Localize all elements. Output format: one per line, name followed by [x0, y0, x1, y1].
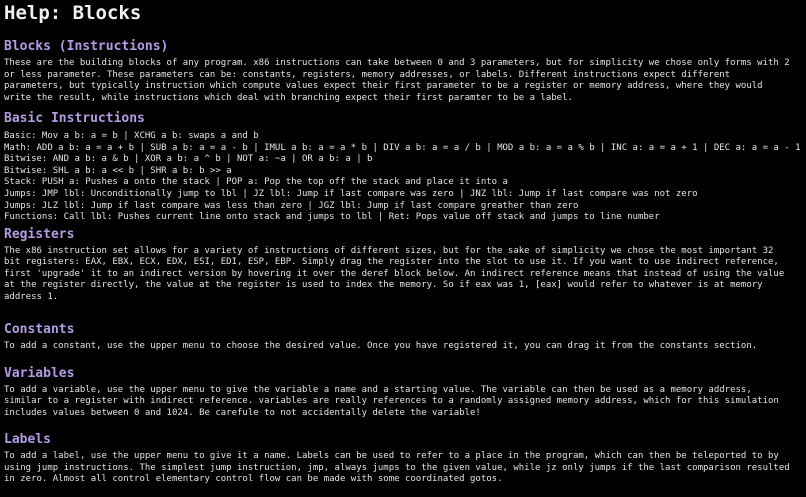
instruction-line: Jumps: JMP lbl: Unconditionally jump to lbl | JZ lbl: Jump if last compare was zero | JNZ lbl: Jump if last compare was not zero [4, 188, 698, 199]
section-registers [4, 228, 806, 304]
instruction-line: Stack: PUSH a: Pushes a onto the stack | POP a: Pop the top off the stack and place it into a [4, 177, 508, 188]
instruction-list [4, 131, 806, 224]
page-title: Help: Blocks [4, 2, 142, 24]
section-variables [4, 367, 806, 420]
instruction-line: Basic: Mov a b: a = b | XCHG a b: swaps a and b [4, 131, 259, 141]
instruction-line: Jumps: JLZ lbl: Jump if last compare was less than zero | JGZ lbl: Jump if last compare greather than zero [4, 200, 579, 211]
section-heading-basic: Basic Instructions [4, 111, 145, 126]
instruction-line: Functions: Call lbl: Pushes current line onto stack and jumps to lbl | Ret: Pops value off stack and jumps to line number [4, 212, 660, 223]
section-text-constants: To add a constant, use the upper menu to choose the desired value. Once you have registered it, you can drag it from the constants section. [4, 341, 758, 352]
section-heading-constants: Constants [4, 322, 75, 338]
section-heading-labels: Labels [4, 432, 51, 448]
instruction-line: Bitwise: SHL a b: a << b | SHR a b: b >> a [4, 165, 232, 176]
section-blocks [4, 40, 806, 104]
section-constants [4, 323, 806, 353]
instruction-line: Bitwise: AND a b: a & b | XOR a b: a ^ b | NOT a: ~a | OR a b: a | b [4, 154, 373, 165]
section-heading-blocks: Blocks (Instructions) [4, 39, 169, 54]
section-text-registers: The x86 instruction set allows for a variety of instructions of different sizes, but for the sake of simplicity we chose the most important 32 bit registers: EAX, EBX, ECX, EDX, ESI, EDI, ESP, EBP. Simply drag the register into the slot to use it. If you want to use indirect reference, first 'upgrade' it to an indirect version by hovering it over the deref block below. An indirect reference means that instead of using the value at the register directly, the value at the register is used to index the memory. So if eax was 1, [eax] would refer to whatever is at memory address 1. [4, 245, 785, 302]
section-text-blocks: These are the building blocks of any program. x86 instructions can take between 0 and 3 parameters, but for simplicity we chose only forms with 2 or less parameter. These parameters can be: constants, registers, memory addresses, or labels. Different instructions expect different parameters, but typically instruction which compute values expect their first parameter to be a register or memory address, where they would write the result, while instructions which deal with branching expect their first paramter to be a label. [4, 58, 790, 103]
section-text-variables: To add a variable, use the upper menu to give the variable a name and a starting value. The variable can then be used as a memory address, similar to a register with indirect reference. variables are really references to a randomly assigned memory address, which for this simulation includes values between 0 and 1024. Be carefule to not accidentally delete the variable! [4, 384, 779, 418]
section-text-labels: To add a label, use the upper menu to give it a name. Labels can be used to refer to a place in the program, which can then be teleported to by using jump instructions. The simplest jump instruction, jmp, always jumps to the given value, while jz only jumps if the last comparison resulted in zero. Almost all control elementary control flow can be made with some coordinated gotos. [4, 451, 790, 485]
section-heading-variables: Variables [4, 365, 75, 381]
section-heading-registers: Registers [4, 226, 75, 242]
section-labels [4, 433, 806, 486]
instruction-line: Math: ADD a b: a = a + b | SUB a b: a = a - b | IMUL a b: a = a * b | DIV a b: a = a / b | MOD a b: a = a % b | INC a: a = a + 1 | DEC a: a = a - 1 [4, 142, 801, 153]
section-basic-instructions [4, 112, 806, 224]
